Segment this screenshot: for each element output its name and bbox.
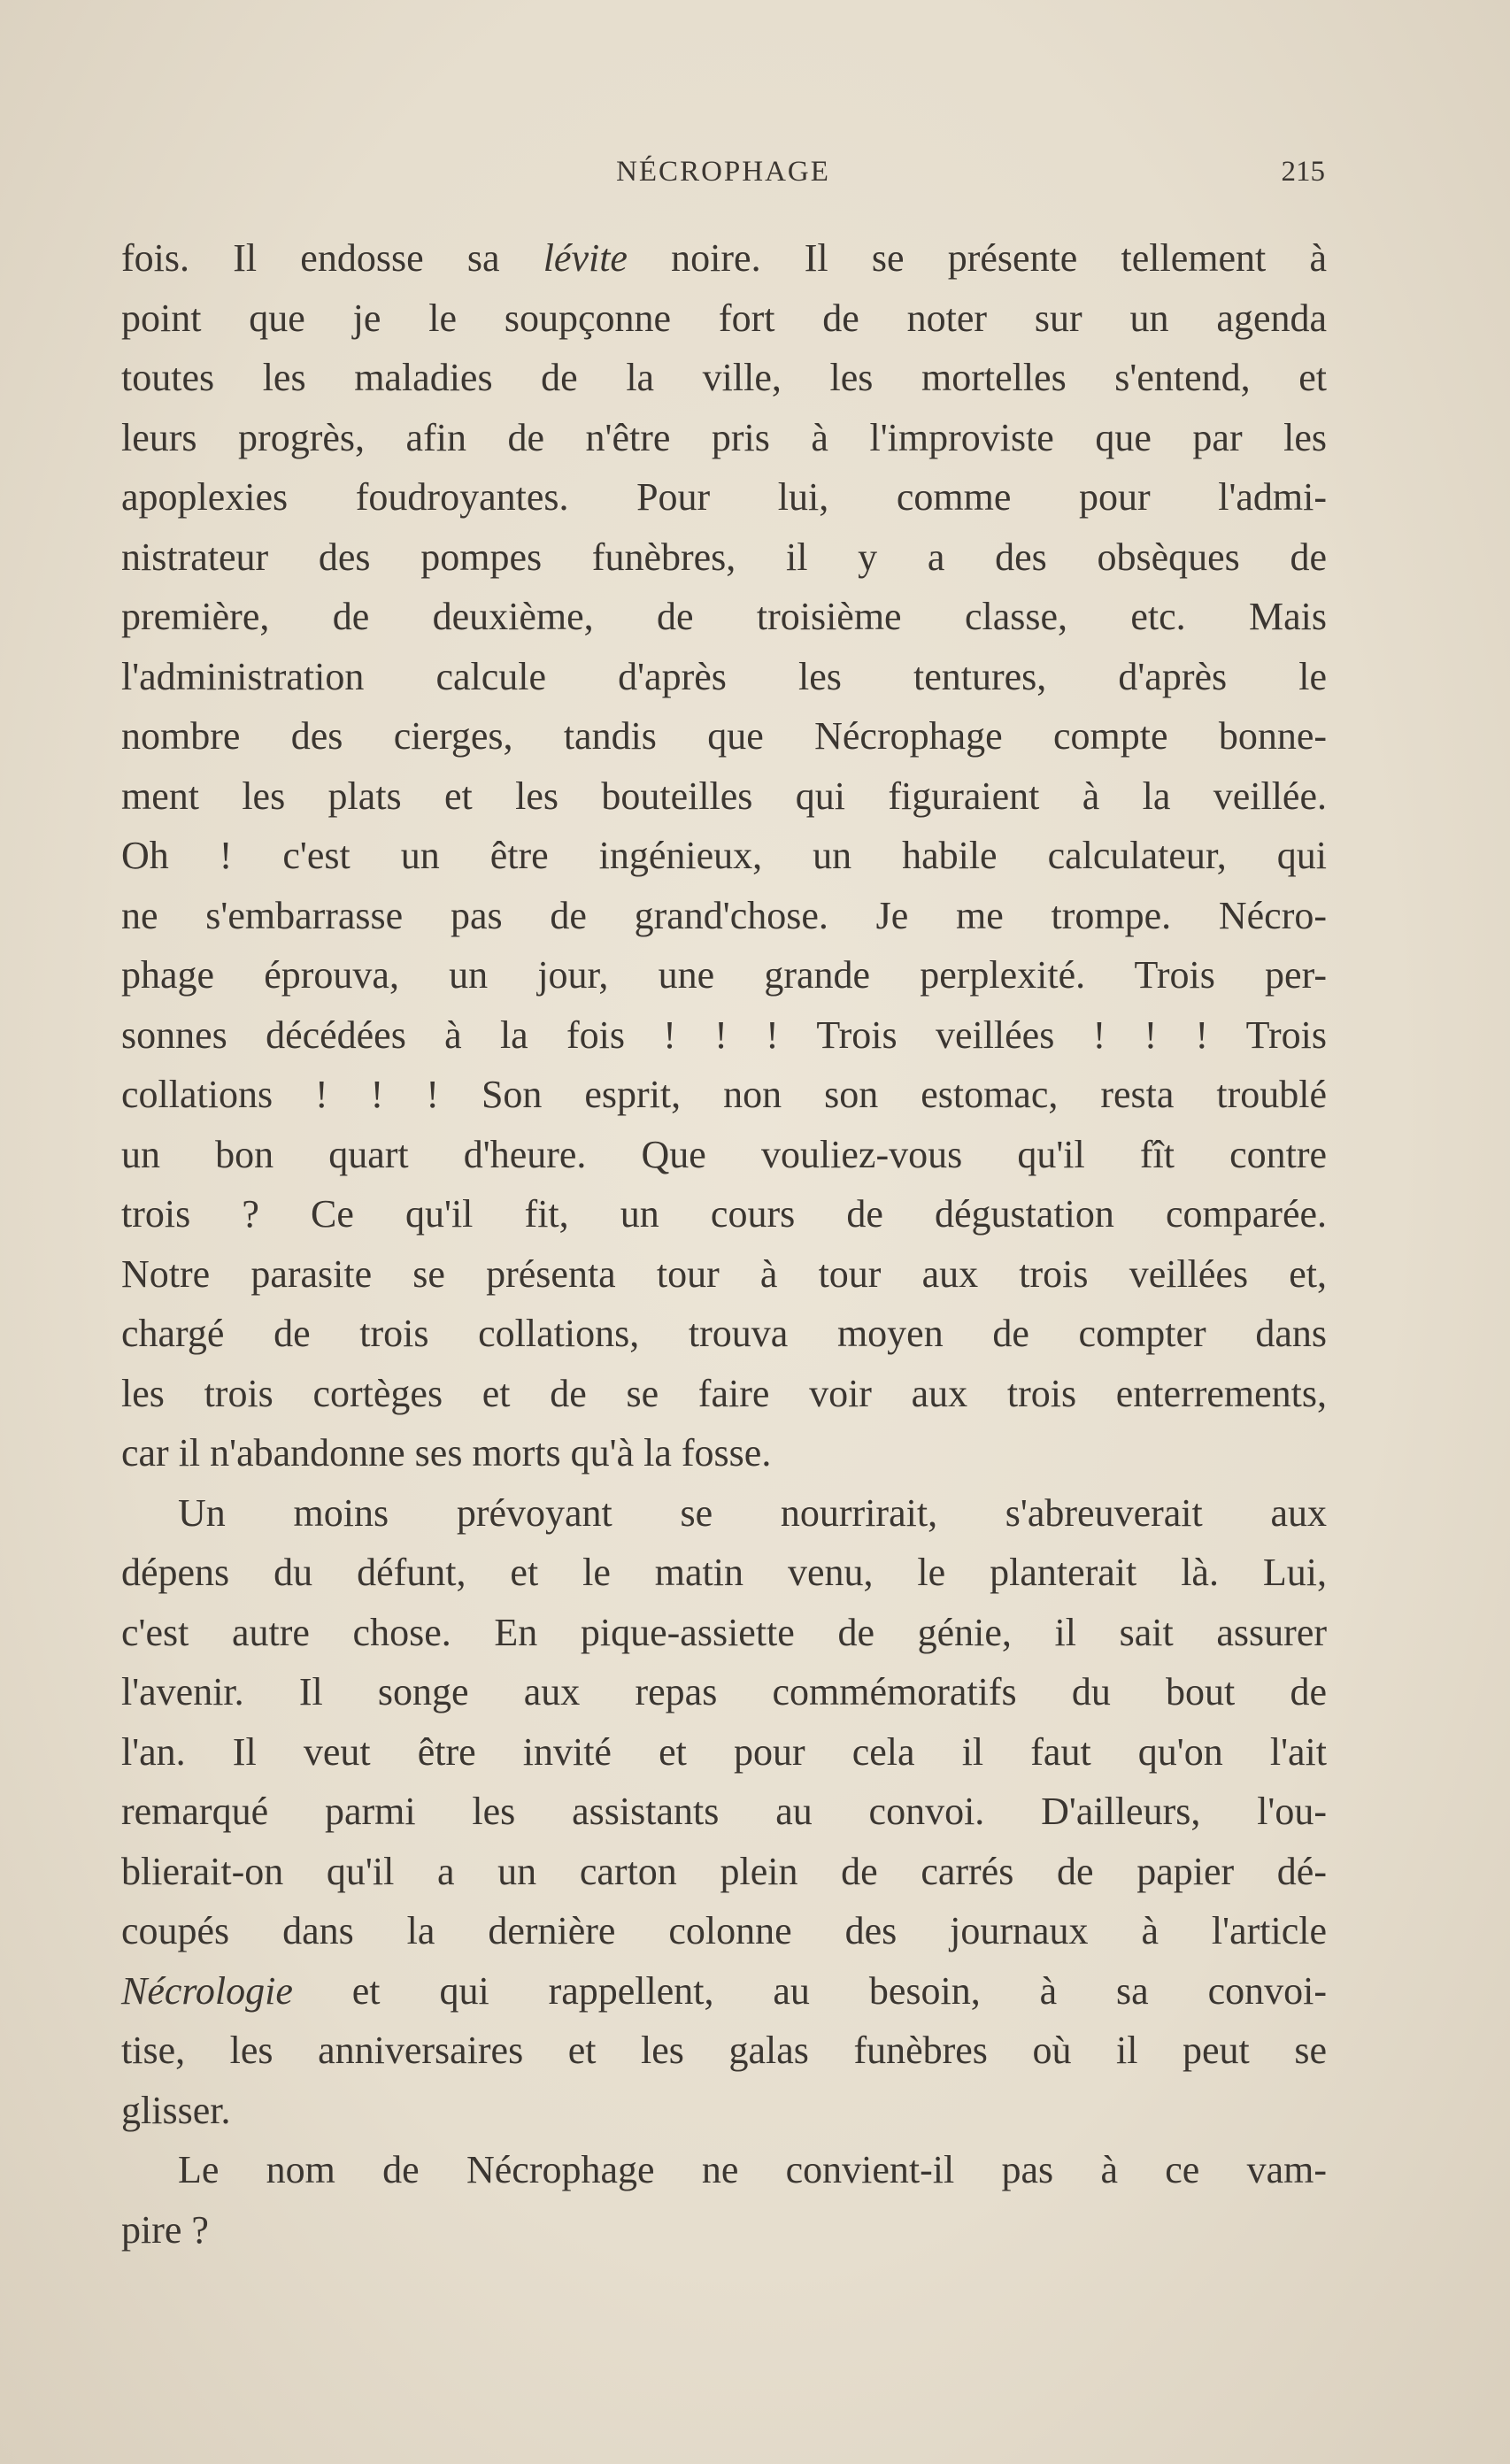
text-line [121, 1005, 1327, 1066]
text-line [121, 2021, 1327, 2081]
text-line [121, 1603, 1327, 1663]
page-header [121, 156, 1325, 200]
text-segment: nombre des cierges, tandis que Nécrophage compte bonne- [121, 714, 1327, 758]
text-line [121, 886, 1327, 946]
text-segment: l'administration calcule d'après les tentures, d'après le [121, 654, 1327, 698]
text-segment: et qui rappellent, au besoin, à sa convoi- [292, 1968, 1327, 2013]
text-segment: c'est autre chose. En pique-assiette de génie, il sait assurer [121, 1610, 1327, 1654]
italic-text: Nécrologie [121, 1968, 293, 2013]
text-line [121, 587, 1327, 647]
text-segment: tise, les anniversaires et les galas funèbres où il peut se [121, 2029, 1327, 2072]
text-line [121, 1065, 1327, 1125]
text-line [121, 1543, 1327, 1603]
text-segment: coupés dans la dernière colonne des journaux à l'article [121, 1909, 1327, 1952]
text-line [121, 289, 1327, 349]
text-line [121, 1483, 1327, 1544]
text-line [121, 945, 1327, 1005]
text-line [121, 1304, 1327, 1364]
text-line [121, 2081, 1327, 2141]
italic-text: lévite [543, 236, 628, 280]
text-segment: point que je le soupçonne fort de noter sur un agenda [121, 296, 1327, 340]
text-segment: chargé de trois collations, trouva moyen de compter dans [121, 1312, 1327, 1355]
text-line [121, 2200, 1327, 2260]
text-segment: Le nom de Nécrophage ne convient-il pas à ce vam- [178, 2148, 1327, 2191]
text-line [121, 1662, 1327, 1722]
text-segment: phage éprouva, un jour, une grande perplexité. Trois per- [121, 953, 1327, 997]
text-segment: remarqué parmi les assistants au convoi. D'ailleurs, l'ou- [121, 1790, 1327, 1833]
text-segment: dépens du défunt, et le matin venu, le planterait là. Lui, [121, 1551, 1327, 1594]
text-line [121, 467, 1327, 527]
text-line [121, 228, 1327, 289]
text-segment: pire ? [121, 2207, 209, 2252]
text-segment: nistrateur des pompes funèbres, il y a des obsèques de [121, 535, 1327, 579]
text-segment: l'an. Il veut être invité et pour cela il faut qu'on l'ait [121, 1729, 1327, 1774]
text-segment: fois. Il endosse sa [121, 236, 543, 280]
text-segment: les trois cortèges et de se faire voir aux trois enterrements, [121, 1371, 1327, 1415]
text-line [121, 527, 1327, 588]
text-segment: blierait-on qu'il a un carton plein de carrés de papier dé- [121, 1849, 1327, 1893]
text-segment: Oh ! c'est un être ingénieux, un habile calculateur, qui [121, 834, 1327, 877]
text-line [121, 408, 1327, 468]
text-segment: toutes les maladies de la ville, les mortelles s'entend, et [121, 356, 1327, 399]
text-segment: car il n'abandonne ses morts qu'à la fosse. [121, 1431, 772, 1475]
text-segment: un bon quart d'heure. Que vouliez-vous qu'il fît contre [121, 1132, 1327, 1176]
text-line [121, 1782, 1327, 1842]
text-line [121, 706, 1327, 766]
text-line [121, 1364, 1327, 1424]
text-line [121, 2140, 1327, 2200]
text-segment: collations ! ! ! Son esprit, non son estomac, resta troublé [121, 1073, 1327, 1116]
text-segment: trois ? Ce qu'il fit, un cours de dégustation comparée. [121, 1192, 1327, 1236]
text-line [121, 826, 1327, 886]
text-line [121, 1184, 1327, 1244]
page-number: 215 [1281, 156, 1325, 188]
text-line [121, 348, 1327, 408]
text-line [121, 1722, 1327, 1783]
text-segment: Un moins prévoyant se nourrirait, s'abreuverait aux [178, 1490, 1327, 1535]
text-line [121, 1961, 1327, 2021]
text-segment: noire. Il se présente tellement à [627, 236, 1327, 280]
text-line [121, 1842, 1327, 1902]
text-segment: sonnes décédées à la fois ! ! ! Trois veillées ! ! ! Trois [121, 1013, 1327, 1057]
text-segment: leurs progrès, afin de n'être pris à l'improviste que par les [121, 415, 1327, 459]
body-text [121, 228, 1327, 2260]
text-line [121, 1244, 1327, 1305]
text-segment: Notre parasite se présenta tour à tour aux trois veillées et, [121, 1251, 1327, 1296]
text-segment: glisser. [121, 2088, 231, 2132]
text-line [121, 766, 1327, 827]
text-line [121, 1125, 1327, 1185]
text-segment: ment les plats et les bouteilles qui figuraient à la veillée. [121, 774, 1327, 818]
text-segment: première, de deuxième, de troisième classe, etc. Mais [121, 595, 1327, 638]
text-segment: ne s'embarrasse pas de grand'chose. Je me trompe. Nécro- [121, 893, 1327, 937]
text-segment: l'avenir. Il songe aux repas commémoratifs du bout de [121, 1670, 1327, 1713]
text-line [121, 1901, 1327, 1961]
text-line [121, 1423, 1327, 1483]
text-line [121, 647, 1327, 707]
running-title: NÉCROPHAGE [616, 156, 830, 188]
text-segment: apoplexies foudroyantes. Pour lui, comme pour l'admi- [121, 475, 1327, 519]
